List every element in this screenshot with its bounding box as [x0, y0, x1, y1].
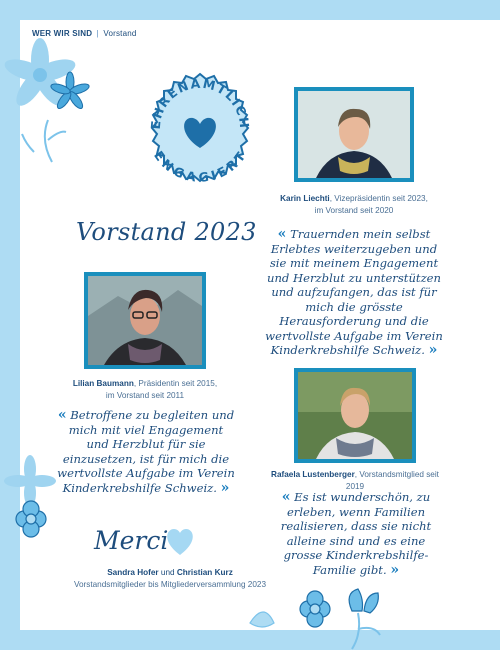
- quote-rafaela-lustenberger: [268, 490, 444, 577]
- quote-text: Es ist wunderschön, zu erleben, wenn Familien realisieren, dass sie nicht alleine sind und es eine grosse Kinderkrebshilfe-Familie gibt.: [280, 490, 432, 577]
- stamp-bottom-text: ENGAGIERT: [151, 148, 249, 185]
- quote-close-icon: »: [428, 342, 438, 358]
- quote-close-icon: »: [220, 479, 230, 496]
- quote-text: Betroffene zu begleiten und mich mit viel Engagement und Herzblut für sie einzusetzen, ist für mich die wertvollste Aufgabe im Verein Kinderkrebshilfe Schweiz.: [57, 408, 235, 495]
- ehrenamtlich-stamp: [138, 66, 262, 190]
- portrait-rafaela-lustenberger: [294, 368, 416, 463]
- merci-heading: Merci: [94, 526, 169, 555]
- quote-open-icon: «: [281, 489, 291, 505]
- thanks-names: [40, 567, 300, 579]
- thanks-note: Vorstandsmitglieder bis Mitgliederversammlung 2023: [73, 580, 267, 589]
- thanks-name-2: Christian Kurz: [176, 568, 233, 577]
- member-name: Rafaela Lustenberger: [271, 470, 355, 479]
- quote-karin-liechti: [264, 227, 444, 358]
- member-name: Karin Liechti: [280, 194, 330, 203]
- portrait-karin-liechti: [294, 87, 414, 182]
- heart-icon: [164, 528, 196, 556]
- caption-lilian-baumann: [60, 378, 230, 402]
- page-title: Vorstand 2023: [76, 218, 257, 246]
- quote-open-icon: «: [57, 407, 67, 423]
- member-since: im Vorstand seit 2011: [105, 391, 185, 400]
- breadcrumb-section: WER WIR SIND: [32, 29, 93, 38]
- quote-text: Trauernden mein selbst Erlebtes weiterzugeben und sie mit meinem Engagement und Herzblut zu unterstützen und aufzufangen, das ist für mich die grösste Herausforderung und die wertvollste Aufgabe im Verein Kinderkrebshilfe Schweiz.: [265, 227, 443, 357]
- thanks-conjunction: und: [158, 568, 177, 577]
- member-role: , Vizepräsidentin seit 2023,: [329, 194, 428, 203]
- quote-close-icon: »: [390, 561, 400, 578]
- caption-karin-liechti: [268, 193, 440, 217]
- member-name: Lilian Baumann: [72, 379, 134, 388]
- quote-open-icon: «: [277, 226, 287, 242]
- flower-decoration-bottom-right: [240, 585, 400, 650]
- stamp-top-text: EHRENAMTLICH: [147, 75, 253, 130]
- quote-lilian-baumann: [56, 408, 236, 495]
- flower-decoration-top-left: [0, 20, 110, 180]
- thanks-name-1: Sandra Hofer: [107, 568, 159, 577]
- breadcrumb-separator: |: [96, 29, 99, 38]
- portrait-lilian-baumann: [84, 272, 206, 369]
- breadcrumb-subsection: Vorstand: [103, 29, 137, 38]
- member-since: im Vorstand seit 2020: [314, 206, 394, 215]
- member-role: , Präsidentin seit 2015,: [133, 379, 218, 388]
- breadcrumb: [32, 29, 137, 38]
- member-role: , Vorstandsmitglied seit 2019: [345, 470, 439, 491]
